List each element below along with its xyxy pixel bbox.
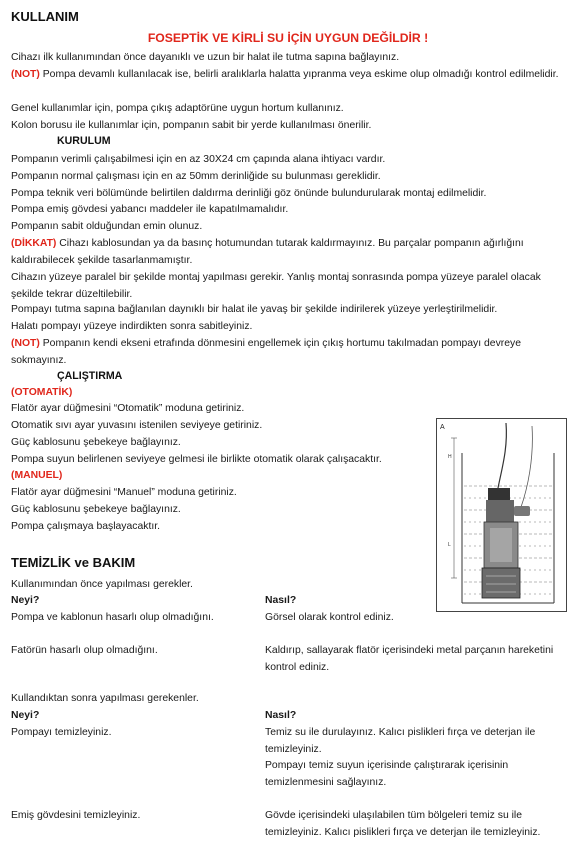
table-row-how: Kaldırıp, sallayarak flatör içerisindeki metal parçanın hareketini kontrol ediniz. bbox=[265, 645, 554, 673]
before-how-header: Nasıl? bbox=[265, 595, 297, 606]
usage-title: KULLANIM bbox=[11, 9, 79, 24]
before-what-header: Neyi? bbox=[11, 595, 40, 606]
installation-title: KURULUM bbox=[57, 135, 111, 147]
table-row-what: Pompa ve kablonun hasarlı olup olmadığını. bbox=[11, 612, 214, 623]
table-row-what: Fatörün hasarlı olup olmadığını. bbox=[11, 645, 158, 656]
usage-note: (NOT) Pompa devamlı kullanılacak ise, belirli aralıklarla halatta yıpranma veya eskime olup olmadığı kontrol edilmelidir. bbox=[11, 69, 559, 80]
installation-line: Pompanın sabit olduğundan emin olunuz. bbox=[11, 221, 203, 232]
installation-line: Pompanın verimli çalışabilmesi için en az 30X24 cm çapında alana ihtiyacı vardır. bbox=[11, 154, 386, 165]
installation-line: Pompanın normal çalışması için en az 50mm derinliğide su bulunması gereklidir. bbox=[11, 171, 381, 182]
usage-warning: FOSEPTİK VE KİRLİ SU İÇİN UYGUN DEĞİLDİR ! bbox=[147, 31, 429, 45]
usage-line: Cihazı ilk kullanımından önce dayanıklı ve uzun bir halat ile tutma sapına bağlayınız. bbox=[11, 52, 400, 63]
usage-line: Genel kullanımlar için, pompa çıkış adaptörüne uygun hortum kullanınız. bbox=[11, 103, 344, 114]
after-how-header: Nasıl? bbox=[265, 710, 297, 721]
manual-mode-label: (MANUEL) bbox=[11, 470, 63, 481]
installation-caution: (DİKKAT) Cihazı kablosundan ya da basınç hotumundan tutarak kaldırmayınız. Bu parçalar pompanın ağırlığını kaldırabilecek şekilde tasarlanmamıştır. bbox=[11, 238, 524, 266]
table-row-what: Pompayı temizleyiniz. bbox=[11, 727, 112, 738]
auto-step: Flatör ayar düğmesini “Otomatik” moduna getiriniz. bbox=[11, 403, 245, 414]
manual-step: Güç kablosunu şebekeye bağlayınız. bbox=[11, 504, 181, 515]
table-row-how: Temiz su ile durulayınız. Kalıcı pislikleri fırça ve deterjan ile temizleyiniz. bbox=[265, 727, 536, 755]
auto-step: Otomatik sıvı ayar yuvasını istenilen seviyeye getiriniz. bbox=[11, 420, 263, 431]
usage-line: Kolon borusu ile kullanımlar için, pompanın sabit bir yerde kullanılması önerilir. bbox=[11, 120, 372, 131]
after-what-header: Neyi? bbox=[11, 710, 40, 721]
installation-note: (NOT) Pompanın kendi ekseni etrafında dönmesini engellemek için çıkış hortumu takılmadan pompayı devreye sokmayınız. bbox=[11, 338, 521, 366]
table-row-how: Görsel olarak kontrol ediniz. bbox=[265, 612, 394, 623]
installation-line: Pompa emiş gövdesi yabancı maddeler ile kapatılmamalıdır. bbox=[11, 204, 289, 215]
auto-mode-label: (OTOMATİK) bbox=[11, 387, 73, 398]
before-use-intro: Kullanımından önce yapılması gerekler. bbox=[11, 579, 193, 590]
installation-line: Pompa teknik veri bölümünde belirtilen daldırma derinliği göz önünde bulundurularak montaj edilmelidir. bbox=[11, 188, 487, 199]
table-row-how-extra: Pompayı temiz suyun içerisinde çalıştırarak içerisinin temizlenmesini sağlayınız. bbox=[265, 760, 509, 788]
maintenance-title: TEMİZLİK ve BAKIM bbox=[11, 555, 136, 570]
auto-step: Pompa suyun belirlenen seviyeye gelmesi ile birlikte otomatik olarak çalışacaktır. bbox=[11, 454, 382, 465]
figure-label-h: H bbox=[448, 454, 452, 460]
installation-line: Pompayı tutma sapına bağlanılan daynıklı bir halat ile yavaş bir şekilde indirilerek yüzeye yerleştirilmelidir. bbox=[11, 304, 498, 315]
installation-line: Halatı pompayı yüzeye indirdikten sonra sabitleyiniz. bbox=[11, 321, 253, 332]
after-use-intro: Kullandıktan sonra yapılması gerekenler. bbox=[11, 693, 199, 704]
manual-step: Flatör ayar düğmesini “Manuel” moduna getiriniz. bbox=[11, 487, 237, 498]
figure-label-a: A bbox=[440, 424, 445, 431]
table-row-how: Gövde içerisindeki ulaşılabilen tüm bölgeleri temiz su ile temizleyiniz. Kalıcı pislikleri fırça ve deterjan ile temizleyiniz. bbox=[265, 810, 541, 838]
figure-label-l: L bbox=[448, 542, 451, 548]
installation-line: Cihazın yüzeye paralel bir şekilde montaj yapılması gerekir. Yanlış montaj sonrasında pompa yüzeye paralel olacak şekilde tekrar düzeltilebilir. bbox=[11, 272, 541, 300]
manual-step: Pompa çalışmaya başlayacaktır. bbox=[11, 521, 160, 532]
operation-title: ÇALIŞTIRMA bbox=[57, 370, 123, 382]
table-row-what: Emiş gövdesini temizleyiniz. bbox=[11, 810, 141, 821]
auto-step: Güç kablosunu şebekeye bağlayınız. bbox=[11, 437, 181, 448]
